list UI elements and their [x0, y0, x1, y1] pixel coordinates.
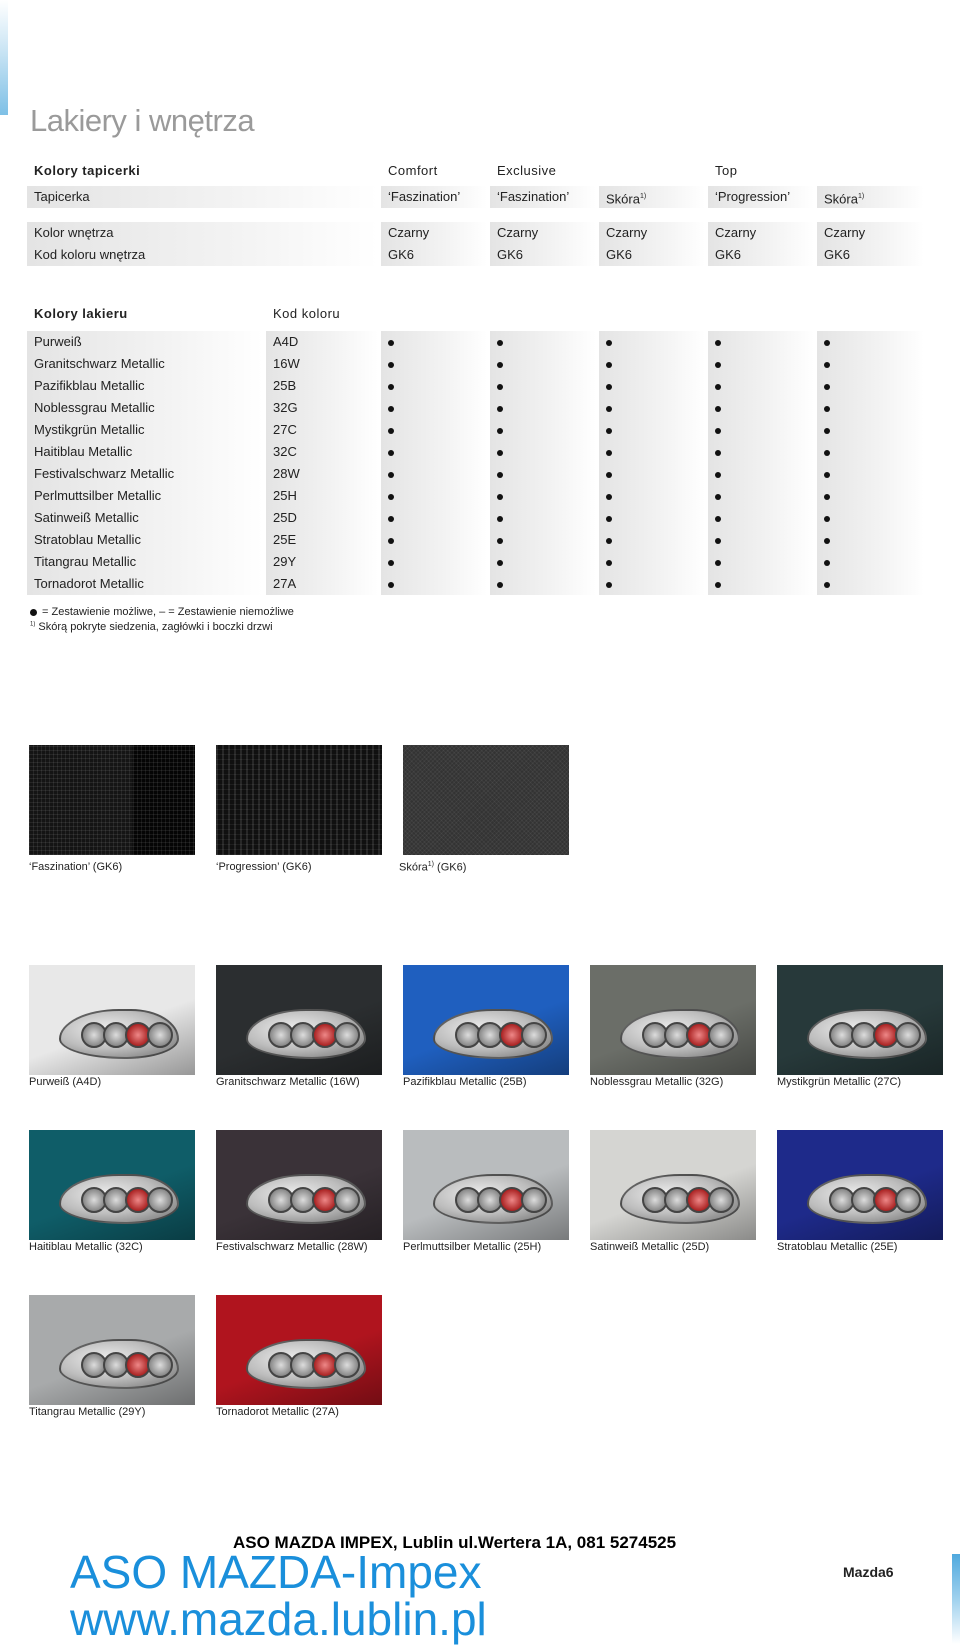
availability-cell [708, 573, 817, 595]
dot-icon [388, 560, 394, 566]
availability-cell [708, 375, 817, 397]
fabric-caption: ‘Progression’ (GK6) [216, 861, 312, 873]
availability-cell [708, 463, 817, 485]
headlamp-lens [521, 1022, 547, 1048]
legend [30, 606, 294, 618]
availability-cell [381, 463, 490, 485]
dot-icon [388, 384, 394, 390]
dot-icon [715, 582, 721, 588]
availability-cell [817, 485, 927, 507]
footnote-text: Skórą pokryte siedzenia, zagłówki i boczki drzwi [38, 621, 273, 633]
caption-text: Skóra [399, 861, 428, 874]
dot-icon [606, 538, 612, 544]
table-row [27, 353, 927, 375]
availability-cell [599, 507, 708, 529]
paint-code: 25E [266, 529, 381, 551]
dot-icon [715, 450, 721, 456]
table-cell [599, 186, 708, 208]
availability-cell [708, 331, 817, 353]
paint-code: 25B [266, 375, 381, 397]
availability-cell [599, 551, 708, 573]
car-color-caption: Festivalschwarz Metallic (28W) [216, 1241, 368, 1253]
availability-cell [381, 375, 490, 397]
fabric-caption: ‘Faszination’ (GK6) [29, 861, 123, 873]
dot-icon [30, 609, 37, 616]
dot-icon [497, 516, 503, 522]
paint-name: Titangrau Metallic [27, 551, 266, 573]
paint-name: Noblessgrau Metallic [27, 397, 266, 419]
dot-icon [497, 340, 503, 346]
paint-rows [27, 331, 927, 595]
dot-icon [824, 516, 830, 522]
dot-icon [715, 384, 721, 390]
car-color-caption: Mystikgrün Metallic (27C) [777, 1076, 902, 1088]
paint-code: 27C [266, 419, 381, 441]
header-comfort: Comfort [381, 160, 490, 182]
car-color-swatch [777, 965, 943, 1075]
headlamp-lens [334, 1352, 360, 1378]
paint-name: Mystikgrün Metallic [27, 419, 266, 441]
headlamp-lens [521, 1187, 547, 1213]
dot-icon [388, 538, 394, 544]
paint-name: Haitiblau Metallic [27, 441, 266, 463]
dot-icon [497, 560, 503, 566]
paint-code: 25H [266, 485, 381, 507]
headlamp-lens [147, 1022, 173, 1048]
table-cell: GK6 [817, 244, 927, 266]
header-exclusive-2 [599, 160, 708, 182]
table-row [27, 331, 927, 353]
dot-icon [497, 450, 503, 456]
header-paint-colors: Kolory lakieru [27, 303, 266, 325]
table-cell: Czarny [817, 222, 927, 244]
table-cell: Czarny [708, 222, 817, 244]
dot-icon [388, 428, 394, 434]
fabric-swatch-progression [216, 745, 382, 855]
dot-icon [388, 516, 394, 522]
corner-accent-top [0, 0, 8, 115]
dot-icon [715, 406, 721, 412]
availability-cell [490, 375, 599, 397]
table-row [27, 419, 927, 441]
availability-cell [708, 551, 817, 573]
table-row [27, 375, 927, 397]
dot-icon [497, 472, 503, 478]
header-color-code: Kod koloru [266, 303, 381, 325]
superscript: 1) [857, 193, 865, 200]
dot-icon [824, 406, 830, 412]
dot-icon [388, 472, 394, 478]
availability-cell [381, 353, 490, 375]
table-cell [817, 186, 927, 208]
availability-cell [817, 463, 927, 485]
table-row [27, 222, 927, 244]
dot-icon [824, 494, 830, 500]
availability-cell [708, 441, 817, 463]
availability-cell [599, 573, 708, 595]
table-cell: Czarny [381, 222, 490, 244]
availability-cell [708, 507, 817, 529]
dot-icon [824, 384, 830, 390]
dot-icon [715, 538, 721, 544]
headlamp-lens [147, 1352, 173, 1378]
availability-cell [490, 353, 599, 375]
paint-header-row [27, 303, 927, 325]
car-color-swatch [403, 1130, 569, 1240]
table-cell-text: Skóra [606, 191, 640, 207]
dealer-url: www.mazda.lublin.pl [70, 1593, 487, 1645]
dot-icon [824, 450, 830, 456]
car-color-swatch [29, 1130, 195, 1240]
dot-icon [715, 340, 721, 346]
car-color-caption: Tornadorot Metallic (27A) [216, 1406, 339, 1418]
table-cell: ‘Faszination’ [490, 186, 599, 208]
dot-icon [606, 450, 612, 456]
availability-cell [490, 397, 599, 419]
availability-cell [599, 331, 708, 353]
header-exclusive: Exclusive [490, 160, 599, 182]
headlamp-lens [895, 1022, 921, 1048]
dot-icon [715, 362, 721, 368]
dot-icon [388, 450, 394, 456]
car-color-caption: Haitiblau Metallic (32C) [29, 1241, 143, 1253]
dot-icon [606, 472, 612, 478]
availability-cell [817, 375, 927, 397]
availability-cell [490, 419, 599, 441]
footnote-mark: 1) [30, 621, 36, 628]
availability-cell [599, 419, 708, 441]
page-title: Lakiery i wnętrza [30, 102, 255, 138]
table-row [27, 529, 927, 551]
dot-icon [715, 560, 721, 566]
row-label: Kod koloru wnętrza [27, 244, 381, 266]
headlamp-lens [708, 1187, 734, 1213]
dot-icon [606, 560, 612, 566]
dot-icon [497, 384, 503, 390]
dot-icon [388, 362, 394, 368]
availability-cell [381, 507, 490, 529]
superscript: 1) [427, 861, 434, 868]
availability-cell [599, 397, 708, 419]
availability-cell [599, 485, 708, 507]
availability-cell [708, 419, 817, 441]
car-color-swatch [590, 965, 756, 1075]
availability-cell [708, 353, 817, 375]
car-color-caption: Titangrau Metallic (29Y) [29, 1406, 146, 1418]
dot-icon [715, 428, 721, 434]
paint-code: 32G [266, 397, 381, 419]
availability-cell [817, 331, 927, 353]
car-color-caption: Stratoblau Metallic (25E) [777, 1241, 898, 1253]
availability-cell [490, 441, 599, 463]
dot-icon [824, 582, 830, 588]
car-color-swatch [29, 965, 195, 1075]
dot-icon [388, 340, 394, 346]
dot-icon [497, 494, 503, 500]
car-color-caption: Pazifikblau Metallic (25B) [403, 1076, 527, 1088]
availability-cell [599, 441, 708, 463]
availability-cell [708, 485, 817, 507]
paint-code: 25D [266, 507, 381, 529]
headlamp-lens [895, 1187, 921, 1213]
paint-code: A4D [266, 331, 381, 353]
caption-text: (GK6) [433, 861, 467, 874]
header-top: Top [708, 160, 817, 182]
dot-icon [824, 362, 830, 368]
footnote [30, 621, 273, 633]
availability-cell [381, 485, 490, 507]
table-row [27, 573, 927, 595]
availability-cell [708, 397, 817, 419]
row-label: Tapicerka [27, 186, 381, 208]
dot-icon [606, 428, 612, 434]
dot-icon [606, 406, 612, 412]
dot-icon [497, 362, 503, 368]
availability-cell [817, 507, 927, 529]
dot-icon [388, 406, 394, 412]
table-cell: GK6 [490, 244, 599, 266]
dot-icon [824, 538, 830, 544]
dot-icon [824, 472, 830, 478]
availability-cell [490, 507, 599, 529]
availability-cell [817, 353, 927, 375]
dot-icon [606, 340, 612, 346]
dot-icon [497, 406, 503, 412]
car-color-caption: Satinweiß Metallic (25D) [590, 1241, 710, 1253]
dot-icon [497, 538, 503, 544]
paint-code: 16W [266, 353, 381, 375]
car-color-caption: Purweiß (A4D) [29, 1076, 102, 1088]
car-color-caption: Perlmuttsilber Metallic (25H) [403, 1241, 542, 1253]
dot-icon [606, 384, 612, 390]
dot-icon [606, 362, 612, 368]
availability-cell [490, 331, 599, 353]
header-upholstery-colors: Kolory tapicerki [27, 160, 381, 182]
headlamp-lens [147, 1187, 173, 1213]
header-top-2 [817, 160, 927, 182]
paint-name: Pazifikblau Metallic [27, 375, 266, 397]
car-color-swatch [216, 1295, 382, 1405]
availability-cell [817, 551, 927, 573]
dot-icon [497, 428, 503, 434]
table-cell: GK6 [381, 244, 490, 266]
dot-icon [497, 582, 503, 588]
availability-cell [381, 573, 490, 595]
paint-name: Perlmuttsilber Metallic [27, 485, 266, 507]
car-color-swatch [216, 1130, 382, 1240]
dealer-name: ASO MAZDA-Impex [70, 1546, 482, 1598]
row-label: Kolor wnętrza [27, 222, 381, 244]
fabric-swatch-leather [403, 745, 569, 855]
paint-code: 29Y [266, 551, 381, 573]
headlamp-lens [708, 1022, 734, 1048]
table-row [27, 485, 927, 507]
paint-name: Tornadorot Metallic [27, 573, 266, 595]
car-color-caption: Granitschwarz Metallic (16W) [216, 1076, 360, 1088]
table-row [27, 463, 927, 485]
fabric-caption [399, 861, 466, 874]
availability-cell [381, 441, 490, 463]
table-cell: Czarny [599, 222, 708, 244]
table-cell-text: Skóra [824, 191, 858, 207]
availability-cell [817, 529, 927, 551]
table-row [27, 507, 927, 529]
paint-table [27, 303, 927, 595]
table-cell: GK6 [708, 244, 817, 266]
availability-cell [599, 529, 708, 551]
dot-icon [824, 560, 830, 566]
availability-cell [817, 419, 927, 441]
availability-cell [381, 397, 490, 419]
legend-text: = Zestawienie możliwe, – = Zestawienie niemożliwe [42, 606, 294, 618]
paint-name: Purweiß [27, 331, 266, 353]
table-row [27, 551, 927, 573]
table-row [27, 244, 927, 266]
availability-cell [817, 573, 927, 595]
upholstery-header-row [27, 160, 927, 182]
headlamp-lens [334, 1022, 360, 1048]
dot-icon [606, 494, 612, 500]
paint-code: 27A [266, 573, 381, 595]
availability-cell [490, 529, 599, 551]
dot-icon [824, 428, 830, 434]
availability-cell [708, 529, 817, 551]
dot-icon [606, 582, 612, 588]
table-cell: ‘Progression’ [708, 186, 817, 208]
upholstery-table [27, 160, 927, 266]
availability-cell [381, 331, 490, 353]
dot-icon [606, 516, 612, 522]
superscript: 1) [639, 193, 647, 200]
paint-name: Festivalschwarz Metallic [27, 463, 266, 485]
model-name: Mazda6 [843, 1564, 894, 1580]
car-color-swatch [403, 965, 569, 1075]
car-color-swatch [29, 1295, 195, 1405]
availability-cell [599, 353, 708, 375]
car-color-caption: Noblessgrau Metallic (32G) [590, 1076, 724, 1088]
corner-accent-bottom [952, 1554, 960, 1644]
table-cell: ‘Faszination’ [381, 186, 490, 208]
availability-cell [490, 551, 599, 573]
availability-cell [381, 529, 490, 551]
paint-name: Granitschwarz Metallic [27, 353, 266, 375]
dealer-address: ASO MAZDA IMPEX, Lublin ul.Wertera 1A, 081 5274525 [233, 1533, 677, 1552]
availability-cell [599, 463, 708, 485]
fabric-swatch-faszination [29, 745, 195, 855]
dot-icon [388, 582, 394, 588]
table-cell: Czarny [490, 222, 599, 244]
paint-code: 32C [266, 441, 381, 463]
dot-icon [388, 494, 394, 500]
availability-cell [381, 419, 490, 441]
paint-code: 28W [266, 463, 381, 485]
availability-cell [490, 463, 599, 485]
paint-name: Satinweiß Metallic [27, 507, 266, 529]
paint-name: Stratoblau Metallic [27, 529, 266, 551]
availability-cell [599, 375, 708, 397]
table-row [27, 441, 927, 463]
headlamp-lens [334, 1187, 360, 1213]
table-cell: GK6 [599, 244, 708, 266]
availability-cell [817, 397, 927, 419]
availability-cell [381, 551, 490, 573]
car-color-swatch [777, 1130, 943, 1240]
availability-cell [490, 485, 599, 507]
availability-cell [817, 441, 927, 463]
dot-icon [715, 516, 721, 522]
dot-icon [824, 340, 830, 346]
dot-icon [715, 472, 721, 478]
dot-icon [715, 494, 721, 500]
car-color-swatch [590, 1130, 756, 1240]
availability-cell [490, 573, 599, 595]
table-row [27, 397, 927, 419]
table-row [27, 186, 927, 208]
car-color-swatch [216, 965, 382, 1075]
